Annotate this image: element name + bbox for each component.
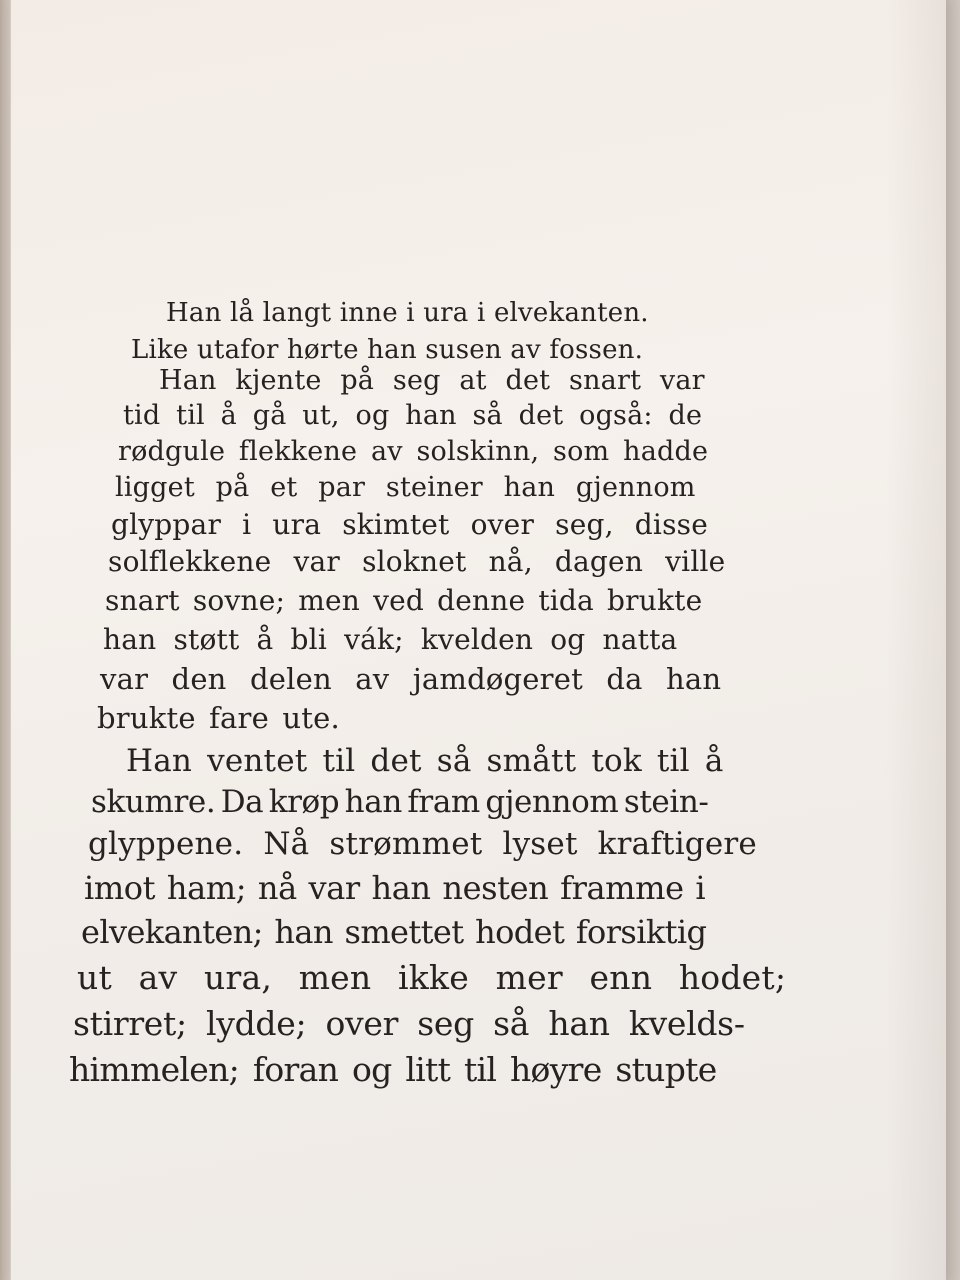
text-line: var den delen av jamdøgeret da han bbox=[100, 662, 722, 696]
text-line: Han ventet til det så smått tok til å bbox=[126, 743, 724, 779]
text-line: solflekkene var sloknet nå, dagen ville bbox=[108, 545, 726, 578]
text-line: skumre. Da krøp han fram gjennom stein- bbox=[91, 784, 709, 820]
text-line: himmelen; foran og litt til høyre stupte bbox=[69, 1050, 717, 1089]
text-line: ut av ura, men ikke mer enn hodet; bbox=[77, 958, 787, 997]
text-line: rødgule flekkene av solskinn, som hadde bbox=[118, 436, 709, 467]
page-text bbox=[11, 0, 946, 1280]
text-line: Like utafor hørte han susen av fossen. bbox=[131, 335, 644, 365]
text-line: ligget på et par steiner han gjennom bbox=[115, 472, 696, 503]
text-line: stirret; lydde; over seg så han kvelds- bbox=[73, 1004, 745, 1043]
text-line: snart sovne; men ved denne tida brukte bbox=[105, 584, 703, 617]
text-line: Han lå langt inne i ura i elvekanten. bbox=[166, 298, 649, 328]
text-line: tid til å gå ut, og han så det også: de bbox=[123, 400, 703, 431]
text-line: han støtt å bli vák; kvelden og natta bbox=[103, 623, 678, 656]
text-line: Han kjente på seg at det snart var bbox=[159, 365, 705, 396]
text-line: glyppar i ura skimtet over seg, disse bbox=[111, 508, 708, 541]
text-line: imot ham; nå var han nesten framme i bbox=[84, 869, 706, 907]
text-line: brukte fare ute. bbox=[97, 701, 340, 735]
text-line: glyppene. Nå strømmet lyset kraftigere bbox=[88, 826, 757, 862]
book-page bbox=[10, 0, 946, 1280]
text-line: elvekanten; han smettet hodet forsiktig bbox=[81, 913, 707, 951]
